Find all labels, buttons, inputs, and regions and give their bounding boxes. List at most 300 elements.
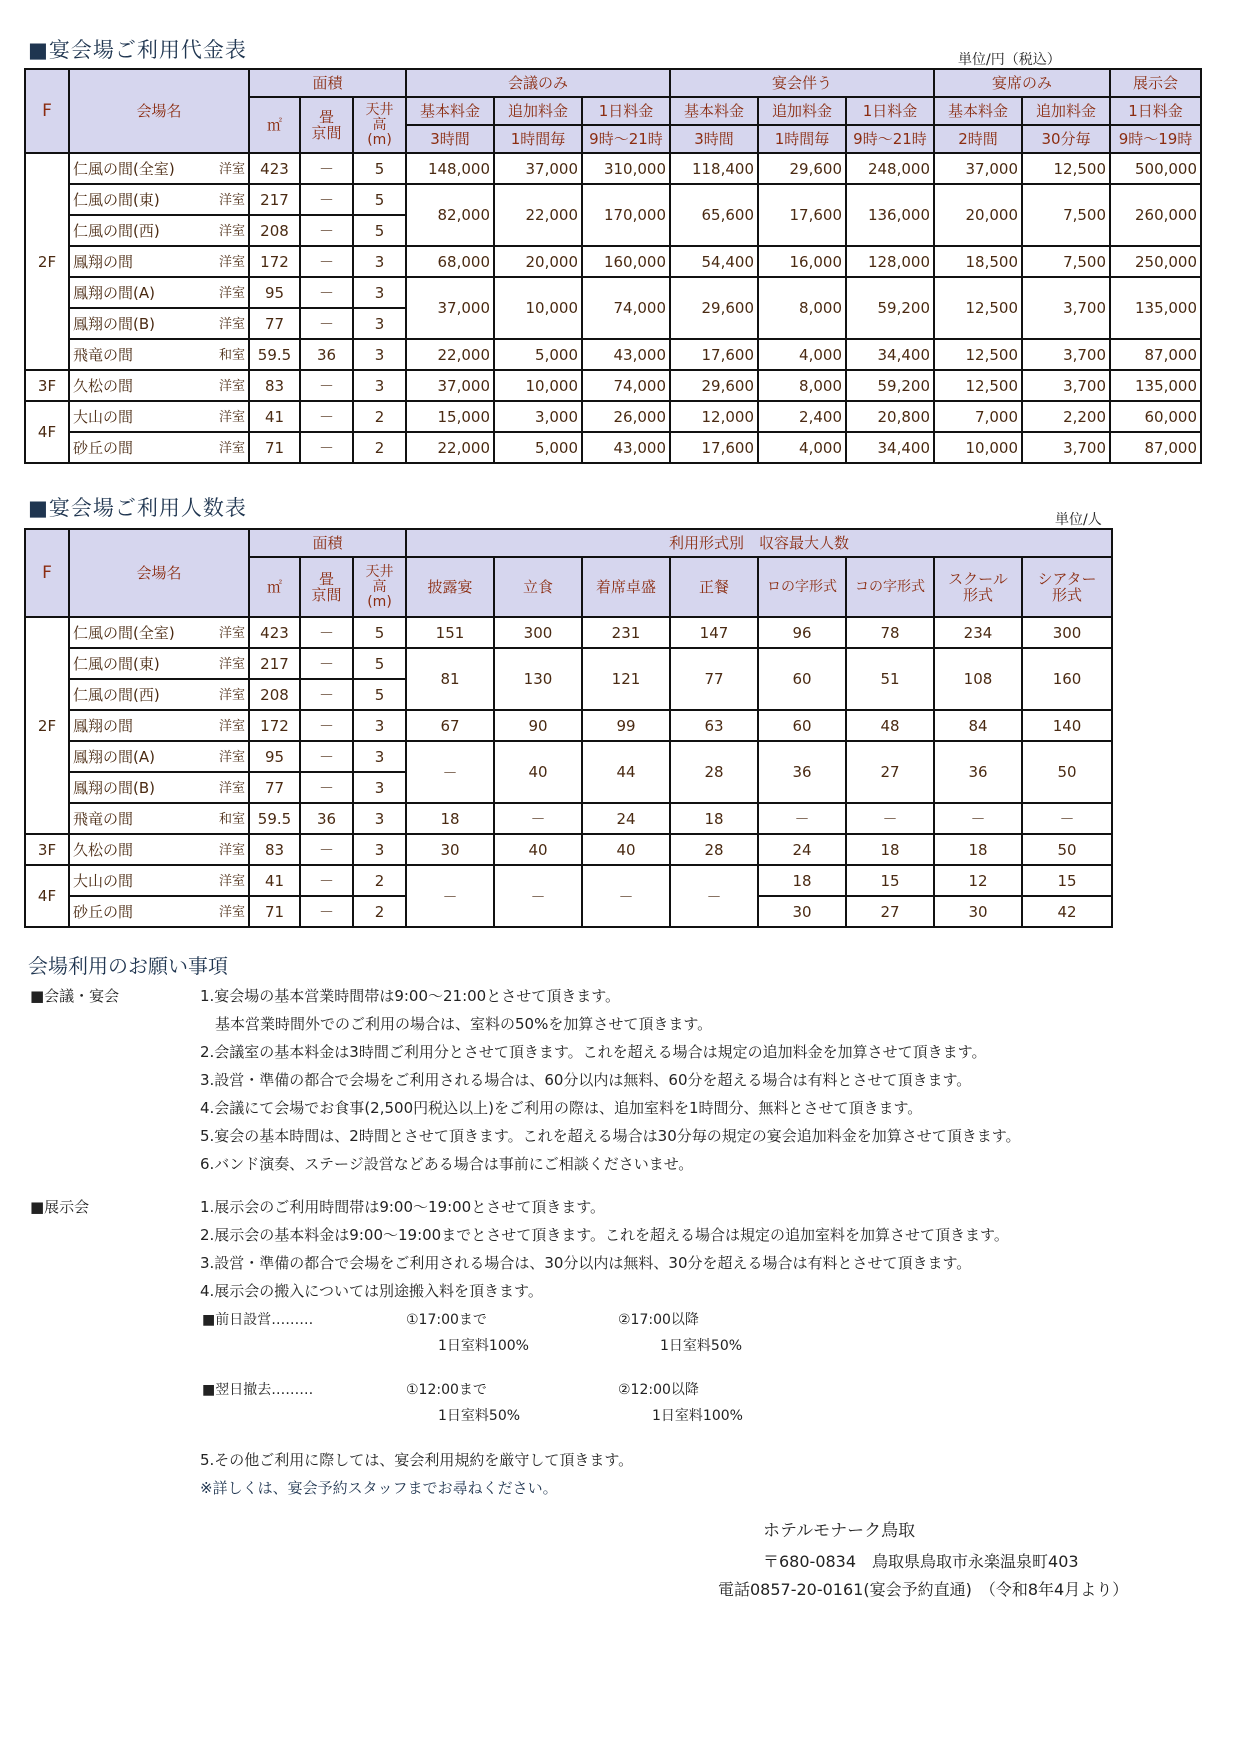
- price-cell: 136,000: [846, 184, 934, 246]
- price-cell: 20,000: [934, 184, 1022, 246]
- capacity-cell: 231: [582, 617, 670, 648]
- teardown-option-1-fee: 1日室料50%: [438, 1408, 521, 1424]
- capacity-cell: 77: [670, 648, 758, 710]
- floor-label: 3F: [25, 370, 69, 401]
- ceiling-label-1: 天井: [365, 563, 394, 580]
- style-label: シアター: [1037, 570, 1097, 588]
- style-header: [934, 557, 1022, 617]
- ceiling-height: 3: [353, 834, 406, 865]
- venue-name-cell: [69, 772, 249, 803]
- price-cell: 12,500: [934, 370, 1022, 401]
- tatami-label-2: 京間: [311, 586, 342, 604]
- price-cell: 3,700: [1022, 370, 1110, 401]
- price-cell: 20,000: [494, 246, 582, 277]
- venue-name: 仁風の間(東): [73, 191, 160, 209]
- floor-label: 2F: [25, 617, 69, 834]
- venue-header: 会場名: [69, 69, 249, 153]
- ceiling-height: 3: [353, 772, 406, 803]
- room-type: 和室: [218, 812, 245, 827]
- capacity-cell: －: [758, 803, 846, 834]
- capacity-cell: －: [670, 865, 758, 927]
- style-header: [406, 557, 494, 617]
- price-cell: 22,000: [406, 339, 494, 370]
- sqm-header: ㎡: [249, 97, 300, 153]
- price-cell: 135,000: [1110, 370, 1201, 401]
- price-cell: 74,000: [582, 277, 670, 339]
- area-sqm: 172: [249, 246, 300, 277]
- venue-name: 鳳翔の間(A): [73, 748, 155, 766]
- venue-name-cell: [69, 308, 249, 339]
- hotel-phone: 電話0857-20-0161(宴会予約直通) （令和8年4月より）: [718, 1580, 1129, 1599]
- ceiling-height: 5: [353, 648, 406, 679]
- price-cell: 16,000: [758, 246, 846, 277]
- time-header: 1時間毎: [758, 125, 846, 153]
- venue-name: 飛竜の間: [73, 810, 134, 828]
- style-label: 形式: [1052, 586, 1083, 604]
- sub-header: 追加料金: [494, 97, 582, 125]
- area-sqm: 41: [249, 865, 300, 896]
- price-cell: 17,600: [670, 339, 758, 370]
- price-cell: 59,200: [846, 370, 934, 401]
- exhibition-note-5: 5.その他ご利用に際しては、宴会利用規約を厳守して頂きます。: [200, 1451, 634, 1469]
- style-label: 正餐: [698, 578, 729, 596]
- group-banquet-only: 宴席のみ: [934, 69, 1110, 97]
- venue-name-cell: [69, 246, 249, 277]
- time-header: 1時間毎: [494, 125, 582, 153]
- area-tatami: －: [300, 896, 353, 927]
- area-sqm: 77: [249, 772, 300, 803]
- exhibition-note-line: 1.展示会のご利用時間帯は9:00～19:00とさせて頂きます。: [200, 1198, 606, 1216]
- style-label: 着席卓盛: [595, 578, 656, 596]
- time-header: 9時～21時: [582, 125, 670, 153]
- style-header: [670, 557, 758, 617]
- venue-name: 砂丘の間: [73, 903, 134, 921]
- capacity-cell: 84: [934, 710, 1022, 741]
- sub-header: 基本料金: [670, 97, 758, 125]
- venue-name: 砂丘の間: [73, 439, 134, 457]
- ceiling-height: 3: [353, 339, 406, 370]
- capacity-cell: 18: [406, 803, 494, 834]
- price-cell: 10,000: [934, 432, 1022, 463]
- style-label: コの字形式: [855, 579, 925, 595]
- price-cell: 37,000: [406, 370, 494, 401]
- venue-name: 鳳翔の間: [73, 717, 134, 735]
- price-cell: 148,000: [406, 153, 494, 184]
- hotel-name: ホテルモナーク鳥取: [763, 1521, 916, 1541]
- meeting-note-line: 3.設営・準備の都合で会場をご利用される場合は、60分以内は無料、60分を超える場合は有料とさせて頂きます。: [200, 1071, 972, 1089]
- price-cell: 34,400: [846, 339, 934, 370]
- ceiling-header: [353, 97, 406, 153]
- area-sqm: 71: [249, 432, 300, 463]
- capacity-cell: 44: [582, 741, 670, 803]
- area-tatami: 36: [300, 803, 353, 834]
- price-cell: 10,000: [494, 277, 582, 339]
- capacity-cell: 50: [1022, 741, 1112, 803]
- sub-header: 1日料金: [846, 97, 934, 125]
- notes-title: 会場利用のお願い事項: [28, 954, 228, 978]
- room-type: 和室: [218, 348, 245, 363]
- teardown-option-2: ②12:00以降: [618, 1382, 699, 1398]
- venue-name: 仁風の間(全室): [73, 160, 175, 178]
- price-cell: 7,500: [1022, 246, 1110, 277]
- header-row-1: [25, 69, 1201, 97]
- group-meeting: 会議のみ: [406, 69, 670, 97]
- exhibition-note-line: 4.展示会の搬入については別途搬入料を頂きます。: [200, 1282, 543, 1300]
- capacity-cell: 140: [1022, 710, 1112, 741]
- time-header: 9時～21時: [846, 125, 934, 153]
- price-cell: 43,000: [582, 432, 670, 463]
- price-cell: 29,600: [670, 370, 758, 401]
- time-header: 9時～19時: [1110, 125, 1201, 153]
- area-tatami: －: [300, 184, 353, 215]
- floor-label: 2F: [25, 153, 69, 370]
- price-cell: 29,600: [758, 153, 846, 184]
- area-tatami: －: [300, 153, 353, 184]
- price-cell: 37,000: [934, 153, 1022, 184]
- area-sqm: 172: [249, 710, 300, 741]
- room-type: 洋室: [218, 162, 245, 177]
- price-cell: 87,000: [1110, 339, 1201, 370]
- time-header: 30分毎: [1022, 125, 1110, 153]
- ceiling-height: 3: [353, 308, 406, 339]
- table-row: [25, 277, 1201, 308]
- capacity-cell: －: [582, 865, 670, 927]
- price-cell: 68,000: [406, 246, 494, 277]
- price-cell: 12,500: [1022, 153, 1110, 184]
- capacity-cell: 300: [494, 617, 582, 648]
- price-cell: 260,000: [1110, 184, 1201, 246]
- ceiling-height: 2: [353, 896, 406, 927]
- room-type: 洋室: [218, 255, 245, 270]
- meeting-note-line: 5.宴会の基本時間は、2時間とさせて頂きます。これを超える場合は30分毎の規定の宴会追加料金を加算させて頂きます。: [200, 1127, 1021, 1145]
- area-tatami: －: [300, 865, 353, 896]
- floor-label: 3F: [25, 834, 69, 865]
- venue-name-cell: [69, 184, 249, 215]
- room-type: 洋室: [218, 379, 245, 394]
- price-cell: 135,000: [1110, 277, 1201, 339]
- style-label: スクール: [948, 570, 1008, 588]
- venue-name: 久松の間: [73, 377, 134, 395]
- room-type: 洋室: [218, 193, 245, 208]
- venue-name: 仁風の間(西): [73, 686, 160, 704]
- hotel-address: 〒680-0834 鳥取県鳥取市永楽温泉町403: [763, 1552, 1079, 1571]
- area-tatami: －: [300, 741, 353, 772]
- table-row: [25, 184, 1201, 215]
- price-cell: 3,700: [1022, 432, 1110, 463]
- meeting-note-line: 6.バンド演奏、ステージ設営などある場合は事前にご相談くださいませ。: [200, 1155, 694, 1173]
- table-row: [25, 834, 1112, 865]
- price-cell: 4,000: [758, 432, 846, 463]
- venue-name: 仁風の間(東): [73, 655, 160, 673]
- price-cell: 250,000: [1110, 246, 1201, 277]
- ceiling-label-3: (m): [367, 131, 392, 148]
- floor-header: F: [25, 529, 69, 617]
- venue-name-cell: [69, 865, 249, 896]
- price-cell: 17,600: [758, 184, 846, 246]
- price-cell: 37,000: [494, 153, 582, 184]
- capacity-unit: 単位/人: [1055, 512, 1102, 528]
- capacity-cell: 48: [846, 710, 934, 741]
- pricing-table: [24, 68, 1202, 464]
- room-type: 洋室: [218, 688, 245, 703]
- price-cell: 12,000: [670, 401, 758, 432]
- venue-name: 飛竜の間: [73, 346, 134, 364]
- table-row: [25, 803, 1112, 834]
- capacity-cell: 99: [582, 710, 670, 741]
- capacity-cell: 36: [758, 741, 846, 803]
- capacity-cell: －: [494, 865, 582, 927]
- capacity-cell: 28: [670, 834, 758, 865]
- area-tatami: －: [300, 370, 353, 401]
- price-cell: 3,700: [1022, 339, 1110, 370]
- area-tatami: －: [300, 215, 353, 246]
- capacity-cell: －: [846, 803, 934, 834]
- price-cell: 18,500: [934, 246, 1022, 277]
- table-row: [25, 432, 1201, 463]
- area-tatami: －: [300, 432, 353, 463]
- table-row: [25, 153, 1201, 184]
- tatami-label-1: 畳: [318, 108, 334, 126]
- area-tatami: －: [300, 246, 353, 277]
- table-row: [25, 339, 1201, 370]
- capacity-cell: 147: [670, 617, 758, 648]
- floor-header: F: [25, 69, 69, 153]
- capacity-cell: 36: [934, 741, 1022, 803]
- capacity-cell: 18: [670, 803, 758, 834]
- area-tatami: －: [300, 772, 353, 803]
- price-cell: 12,500: [934, 277, 1022, 339]
- capacity-cell: 121: [582, 648, 670, 710]
- venue-name: 鳳翔の間: [73, 253, 134, 271]
- capacity-cell: 78: [846, 617, 934, 648]
- tatami-header: [300, 97, 353, 153]
- tatami-label-1: 畳: [318, 570, 334, 588]
- table-row: [25, 741, 1112, 772]
- meeting-note-line: 4.会議にて会場でお食事(2,500円税込以上)をご利用の際は、追加室料を1時間分、無料とさせて頂きます。: [200, 1099, 923, 1117]
- ceiling-height: 2: [353, 865, 406, 896]
- area-sqm: 59.5: [249, 803, 300, 834]
- capacity-cell: 60: [758, 710, 846, 741]
- price-cell: 82,000: [406, 184, 494, 246]
- venue-name-cell: [69, 432, 249, 463]
- venue-name-cell: [69, 741, 249, 772]
- area-header: 面積: [249, 529, 406, 557]
- ceiling-height: 3: [353, 741, 406, 772]
- venue-name: 仁風の間(全室): [73, 624, 175, 642]
- capacity-cell: 18: [934, 834, 1022, 865]
- sub-header: 1日料金: [1110, 97, 1201, 125]
- capacity-cell: 51: [846, 648, 934, 710]
- area-sqm: 423: [249, 153, 300, 184]
- room-type: 洋室: [218, 843, 245, 858]
- capacity-table: [24, 528, 1113, 928]
- sub-header: 基本料金: [934, 97, 1022, 125]
- ceiling-label-3: (m): [367, 593, 392, 610]
- price-cell: 5,000: [494, 339, 582, 370]
- venue-name-cell: [69, 648, 249, 679]
- ceiling-height: 3: [353, 803, 406, 834]
- time-header: 3時間: [406, 125, 494, 153]
- area-tatami: －: [300, 277, 353, 308]
- room-type: 洋室: [218, 719, 245, 734]
- price-cell: 8,000: [758, 370, 846, 401]
- area-tatami: 36: [300, 339, 353, 370]
- ceiling-label-2: 高: [372, 578, 387, 595]
- area-sqm: 71: [249, 896, 300, 927]
- style-label: 披露宴: [427, 578, 473, 596]
- price-cell: 87,000: [1110, 432, 1201, 463]
- room-type: 洋室: [218, 626, 245, 641]
- area-sqm: 77: [249, 308, 300, 339]
- ceiling-height: 3: [353, 370, 406, 401]
- ceiling-height: 3: [353, 246, 406, 277]
- capacity-cell: 67: [406, 710, 494, 741]
- price-cell: 7,000: [934, 401, 1022, 432]
- capacity-cell: －: [406, 865, 494, 927]
- table-row: [25, 865, 1112, 896]
- sub-header: 1日料金: [582, 97, 670, 125]
- meeting-note-line: 基本営業時間外でのご利用の場合は、室料の50%を加算させて頂きます。: [200, 1015, 713, 1033]
- area-sqm: 59.5: [249, 339, 300, 370]
- style-header: [758, 557, 846, 617]
- room-type: 洋室: [218, 750, 245, 765]
- cap-header-row-1: [25, 529, 1112, 557]
- area-header: 面積: [249, 69, 406, 97]
- area-tatami: －: [300, 308, 353, 339]
- price-cell: 8,000: [758, 277, 846, 339]
- room-type: 洋室: [218, 441, 245, 456]
- capacity-cell: 40: [494, 834, 582, 865]
- sub-header: 追加料金: [1022, 97, 1110, 125]
- price-cell: 22,000: [406, 432, 494, 463]
- capacity-cell: 234: [934, 617, 1022, 648]
- price-cell: 20,800: [846, 401, 934, 432]
- ceiling-height: 3: [353, 710, 406, 741]
- price-cell: 29,600: [670, 277, 758, 339]
- exhibition-note-line: 3.設営・準備の都合で会場をご利用される場合は、30分以内は無料、30分を超える場合は有料とさせて頂きます。: [200, 1254, 972, 1272]
- sub-header: 基本料金: [406, 97, 494, 125]
- capacity-cell: －: [406, 741, 494, 803]
- tatami-label-2: 京間: [311, 124, 342, 142]
- price-cell: 160,000: [582, 246, 670, 277]
- style-header: [494, 557, 582, 617]
- ceiling-height: 5: [353, 153, 406, 184]
- capacity-cell: 24: [758, 834, 846, 865]
- venue-name-cell: [69, 401, 249, 432]
- capacity-cell: 96: [758, 617, 846, 648]
- capacity-group-header: 利用形式別 収容最大人数: [406, 529, 1112, 557]
- setup-option-2: ②17:00以降: [618, 1312, 699, 1328]
- area-sqm: 208: [249, 215, 300, 246]
- venue-name-cell: [69, 339, 249, 370]
- meeting-note-line: 2.会議室の基本料金は3時間ご利用分とさせて頂きます。これを超える場合は規定の追加料金を加算させて頂きます。: [200, 1043, 987, 1061]
- room-type: 洋室: [218, 317, 245, 332]
- floor-label: 4F: [25, 865, 69, 927]
- price-cell: 4,000: [758, 339, 846, 370]
- ceiling-height: 2: [353, 401, 406, 432]
- area-tatami: －: [300, 401, 353, 432]
- room-type: 洋室: [218, 874, 245, 889]
- capacity-cell: 90: [494, 710, 582, 741]
- capacity-cell: 15: [846, 865, 934, 896]
- exhibition-category: ■展示会: [30, 1198, 90, 1216]
- venue-name-cell: [69, 153, 249, 184]
- group-banquet: 宴会伴う: [670, 69, 934, 97]
- capacity-cell: 63: [670, 710, 758, 741]
- price-cell: 43,000: [582, 339, 670, 370]
- capacity-title: ■宴会場ご利用人数表: [28, 496, 247, 520]
- area-sqm: 95: [249, 277, 300, 308]
- style-header: [582, 557, 670, 617]
- style-label: ロの字形式: [767, 579, 837, 595]
- venue-name-cell: [69, 679, 249, 710]
- ceiling-label-2: 高: [372, 116, 387, 133]
- setup-option-1: ①17:00まで: [406, 1312, 487, 1328]
- area-tatami: －: [300, 679, 353, 710]
- venue-name-cell: [69, 277, 249, 308]
- price-cell: 2,200: [1022, 401, 1110, 432]
- capacity-cell: 24: [582, 803, 670, 834]
- venue-name-cell: [69, 896, 249, 927]
- capacity-cell: 151: [406, 617, 494, 648]
- meeting-category: ■会議・宴会: [30, 987, 120, 1005]
- venue-name: 大山の間: [73, 872, 134, 890]
- venue-name-cell: [69, 215, 249, 246]
- price-cell: 59,200: [846, 277, 934, 339]
- teardown-option-2-fee: 1日室料100%: [652, 1408, 743, 1424]
- price-cell: 248,000: [846, 153, 934, 184]
- capacity-cell: 30: [406, 834, 494, 865]
- area-tatami: －: [300, 710, 353, 741]
- table-row: [25, 617, 1112, 648]
- price-cell: 10,000: [494, 370, 582, 401]
- ceiling-height: 5: [353, 617, 406, 648]
- area-sqm: 208: [249, 679, 300, 710]
- capacity-cell: －: [494, 803, 582, 834]
- pricing-title: ■宴会場ご利用代金表: [28, 38, 247, 62]
- room-type: 洋室: [218, 410, 245, 425]
- setup-option-1-fee: 1日室料100%: [438, 1338, 529, 1354]
- ceiling-height: 5: [353, 215, 406, 246]
- capacity-cell: 15: [1022, 865, 1112, 896]
- venue-name: 鳳翔の間(A): [73, 284, 155, 302]
- venue-header: 会場名: [69, 529, 249, 617]
- style-header: [1022, 557, 1112, 617]
- room-type: 洋室: [218, 657, 245, 672]
- ceiling-label-1: 天井: [365, 101, 394, 118]
- price-cell: 500,000: [1110, 153, 1201, 184]
- room-type: 洋室: [218, 905, 245, 920]
- capacity-cell: 300: [1022, 617, 1112, 648]
- capacity-cell: 130: [494, 648, 582, 710]
- style-label: 立食: [522, 578, 553, 596]
- capacity-cell: 18: [846, 834, 934, 865]
- teardown-label: ■翌日撤去………: [202, 1382, 314, 1398]
- tatami-header: [300, 557, 353, 617]
- area-sqm: 41: [249, 401, 300, 432]
- pricing-unit: 単位/円（税込）: [958, 52, 1061, 68]
- capacity-cell: 40: [494, 741, 582, 803]
- venue-name-cell: [69, 834, 249, 865]
- group-exhibition: 展示会: [1110, 69, 1201, 97]
- setup-label: ■前日設営………: [202, 1312, 314, 1328]
- price-cell: 74,000: [582, 370, 670, 401]
- teardown-option-1: ①12:00まで: [406, 1382, 487, 1398]
- price-cell: 12,500: [934, 339, 1022, 370]
- capacity-cell: －: [934, 803, 1022, 834]
- price-cell: 170,000: [582, 184, 670, 246]
- venue-name: 仁風の間(西): [73, 222, 160, 240]
